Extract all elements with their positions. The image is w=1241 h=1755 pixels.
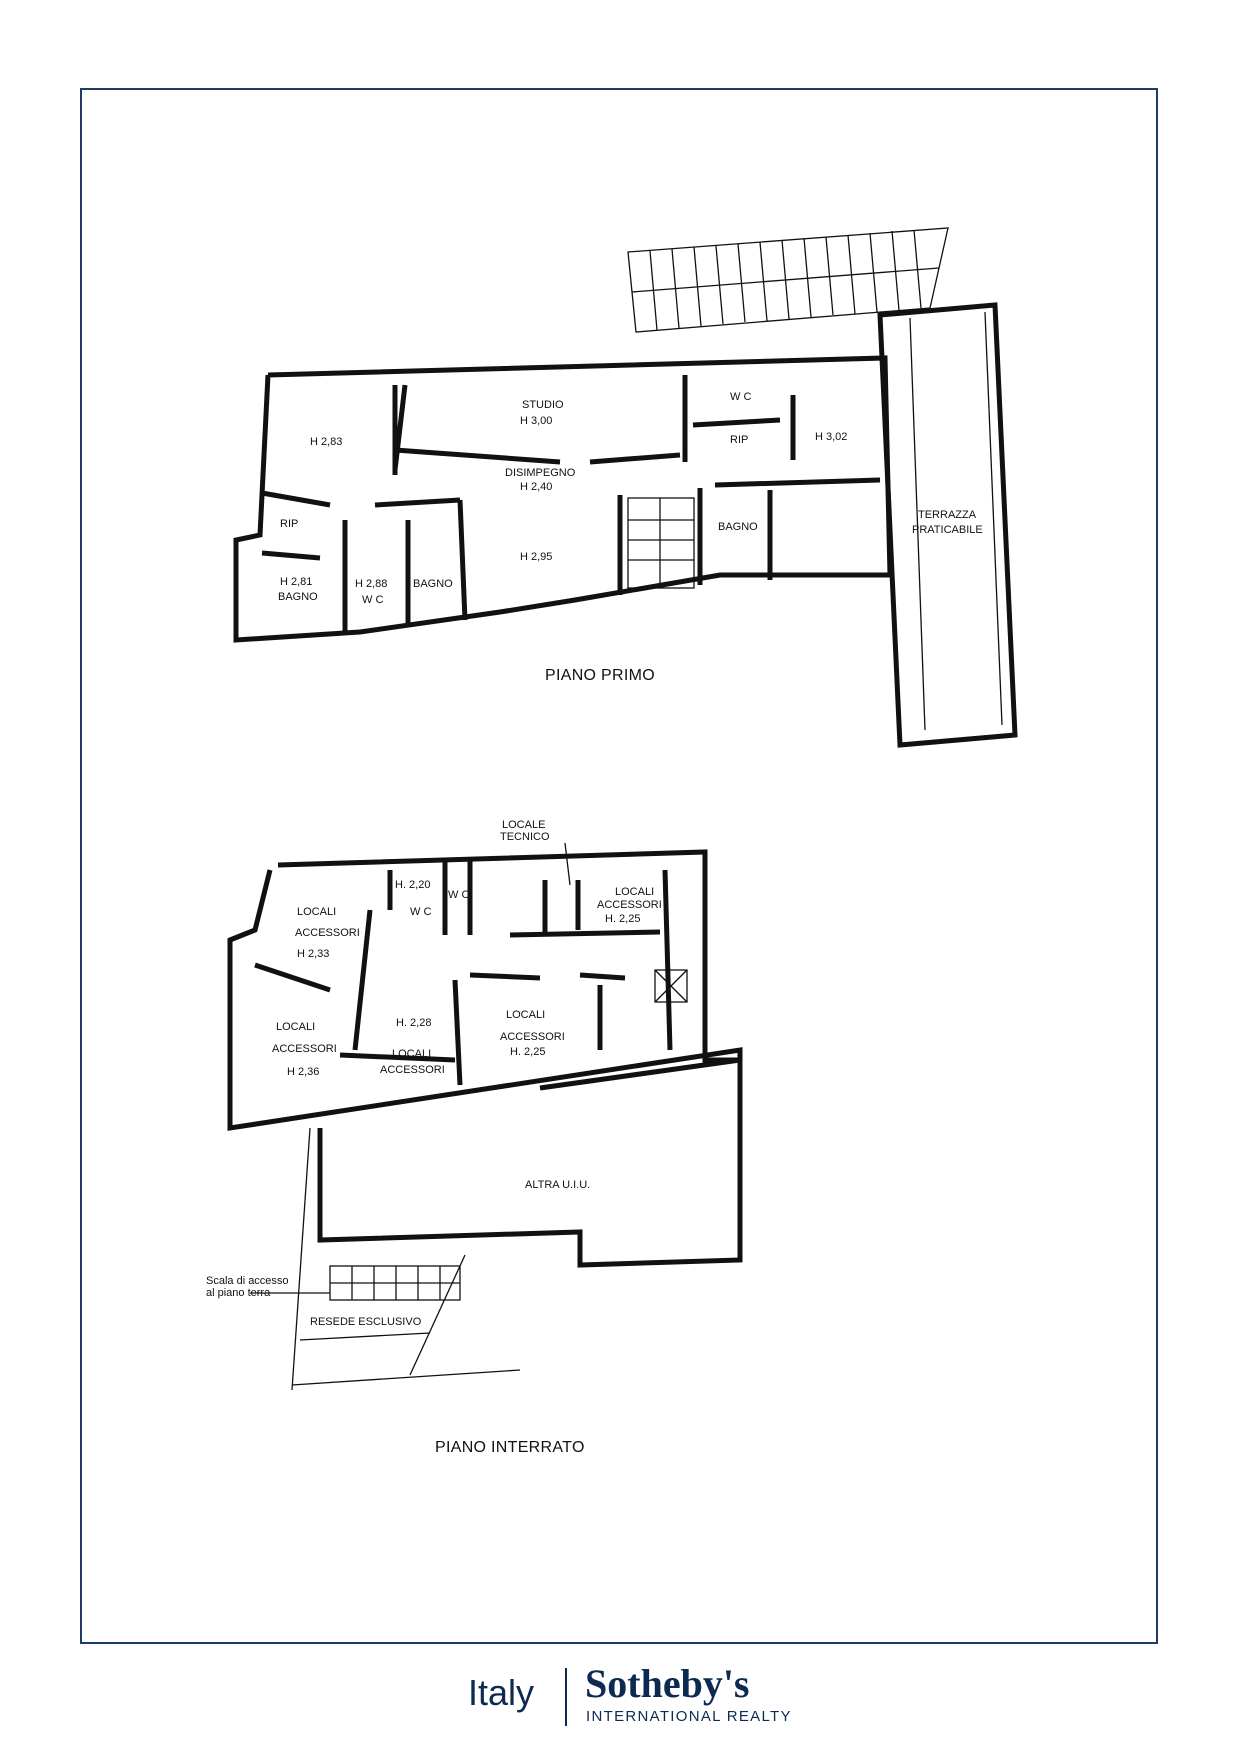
footer-divider [565,1668,567,1726]
lb-accessori-label: ACCESSORI [295,927,360,939]
room-h302-label: H 3,02 [815,431,848,443]
rip-left-label: RIP [280,518,299,530]
h220-label: H. 2,20 [395,879,431,891]
altra-uiu-label: ALTRA U.I.U. [525,1179,591,1191]
lc-h-label: H 2,36 [287,1066,320,1078]
piano-primo-plan [236,228,1015,745]
wc2-label: W C [410,906,432,918]
lc-locali-label: LOCALI [276,1021,316,1033]
footer [0,1660,1241,1730]
le-accessori-label: ACCESSORI [500,1031,565,1043]
locale-label: LOCALE [502,819,546,831]
lb-locali-label: LOCALI [297,906,337,918]
scala-line2-label: al piano terra [206,1287,271,1299]
piano-primo-title: PIANO PRIMO [545,667,655,684]
inner-staircase [628,498,694,588]
la-locali-label: LOCALI [615,886,655,898]
ld-accessori-label: ACCESSORI [380,1064,445,1076]
scala-line1-label: Scala di accesso [206,1275,289,1287]
ld-locali-label: LOCALI [392,1048,432,1060]
la-h-label: H. 2,25 [605,913,641,925]
lb-h-label: H 2,33 [297,948,330,960]
tecnico-label: TECNICO [500,831,550,843]
footer-tagline: INTERNATIONAL REALTY [586,1708,792,1725]
le-locali-label: LOCALI [506,1009,546,1021]
footer-brand-logo: Sotheby's [585,1661,750,1706]
room-h288-label: H 2,88 [355,578,388,590]
piano-interrato-title: PIANO INTERRATO [435,1439,585,1456]
le-h-label: H. 2,25 [510,1046,546,1058]
rip-top-label: RIP [730,434,749,446]
h228-label: H. 2,28 [396,1017,432,1029]
resede-label: RESEDE ESCLUSIVO [310,1316,422,1328]
room-h283-label: H 2,83 [310,436,343,448]
room-h295-label: H 2,95 [520,551,553,563]
bagno-left-label: BAGNO [278,591,318,603]
terrazza-label: TERRAZZA [918,509,977,521]
studio-height-label: H 3,00 [520,415,553,427]
bagno-right-label: BAGNO [718,521,758,533]
room-h281-label: H 2,81 [280,576,313,588]
top-staircase [628,228,948,332]
lc-accessori-label: ACCESSORI [272,1043,337,1055]
studio-label: STUDIO [522,399,564,411]
wc-top-label: W C [730,391,752,403]
wc1-label: W C [448,889,470,901]
la-accessori-label: ACCESSORI [597,899,662,911]
wc-left-label: W C [362,594,384,606]
piano-interrato-plan [206,819,740,1456]
disimpegno-height-label: H 2,40 [520,481,553,493]
disimpegno-label: DISIMPEGNO [505,467,576,479]
bagno-mid-label: BAGNO [413,578,453,590]
footer-region: Italy [468,1672,535,1713]
praticabile-label: PRATICABILE [912,524,983,536]
